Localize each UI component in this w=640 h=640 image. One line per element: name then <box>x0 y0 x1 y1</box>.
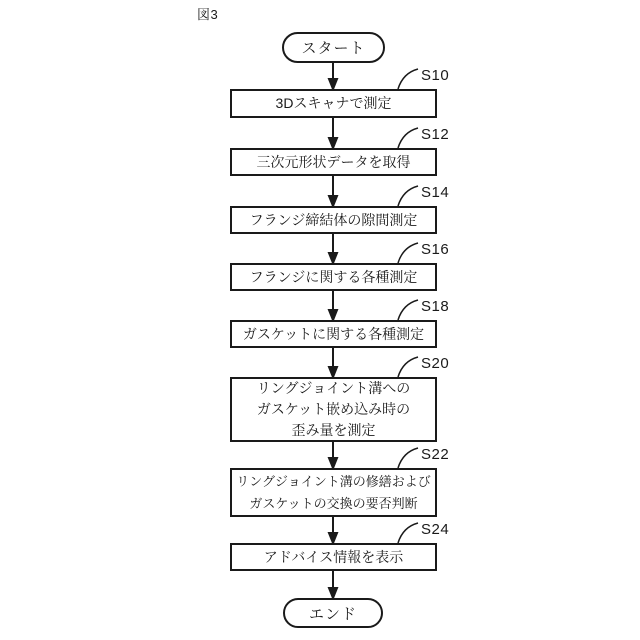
arrow-head <box>329 196 337 206</box>
step-box-s18: ガスケットに関する各種測定 <box>230 320 437 348</box>
label-leader <box>398 523 418 543</box>
step-label-s14: S14 <box>421 184 450 201</box>
step-box-s22: リングジョイント溝の修繕および ガスケットの交換の要否判断 <box>230 468 437 517</box>
start-terminal: スタート <box>282 32 385 63</box>
arrow-head <box>329 253 337 263</box>
step-label-s10: S10 <box>421 67 450 84</box>
label-leader <box>398 357 418 377</box>
arrow-head <box>329 588 337 598</box>
arrow-head <box>329 310 337 320</box>
label-leader <box>398 69 418 89</box>
arrow-head <box>329 533 337 543</box>
label-leader <box>398 243 418 263</box>
label-leader <box>398 300 418 320</box>
step-label-s12: S12 <box>421 126 450 143</box>
step-box-s12: 三次元形状データを取得 <box>230 148 437 176</box>
step-box-s14: フランジ締結体の隙間測定 <box>230 206 437 234</box>
step-box-s24: アドバイス情報を表示 <box>230 543 437 571</box>
arrow-head <box>329 138 337 148</box>
arrow-head <box>329 79 337 89</box>
step-label-s18: S18 <box>421 298 450 315</box>
label-leader <box>398 128 418 148</box>
step-box-s10: 3Dスキャナで測定 <box>230 89 437 118</box>
figure-label: 図3 <box>197 7 219 22</box>
step-label-s22: S22 <box>421 446 450 463</box>
step-label-s20: S20 <box>421 355 450 372</box>
arrow-head <box>329 367 337 377</box>
label-leader <box>398 448 418 468</box>
step-box-s16: フランジに関する各種測定 <box>230 263 437 291</box>
label-leader <box>398 186 418 206</box>
step-label-s16: S16 <box>421 241 450 258</box>
end-terminal: エンド <box>283 598 383 628</box>
step-label-s24: S24 <box>421 521 450 538</box>
step-box-s20: リングジョイント溝への ガスケット嵌め込み時の 歪み量を測定 <box>230 377 437 442</box>
arrow-head <box>329 458 337 468</box>
